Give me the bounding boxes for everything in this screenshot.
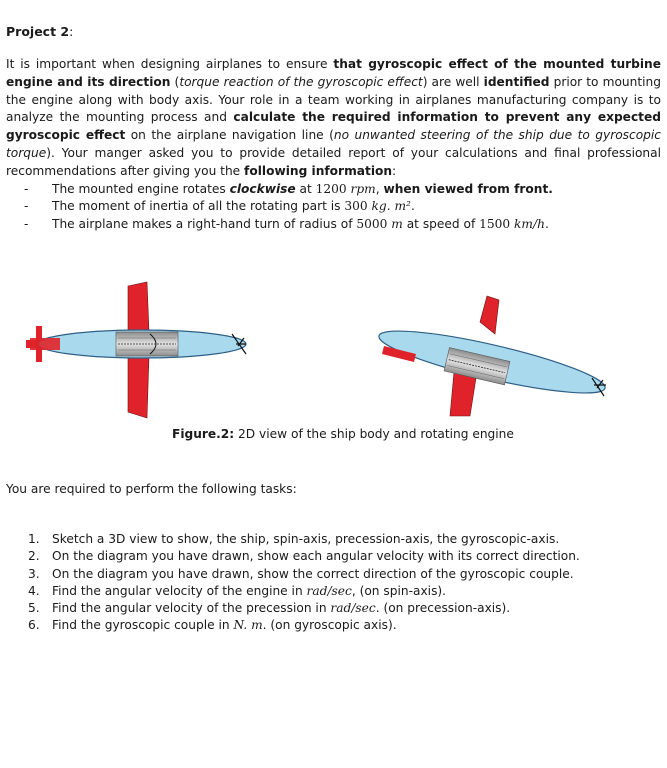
airplane-banked-view bbox=[375, 296, 609, 416]
left-wing-lower bbox=[128, 356, 149, 418]
page-title bbox=[6, 24, 661, 39]
right-wing-upper bbox=[480, 296, 499, 334]
title-colon: : bbox=[69, 24, 74, 39]
given-value: 5000 bbox=[356, 216, 392, 231]
given-value: 1500 bbox=[479, 216, 515, 231]
task-number: 1. bbox=[28, 532, 40, 546]
task-text: . (on gyroscopic axis). bbox=[262, 618, 397, 633]
given-unit: m bbox=[391, 216, 403, 231]
task-text: , (on spin-axis). bbox=[351, 583, 447, 598]
given-text: . bbox=[544, 216, 549, 231]
task-number: 2. bbox=[28, 549, 40, 564]
task-number: 3. bbox=[28, 566, 40, 581]
given-unit: kg. m² bbox=[371, 199, 411, 214]
task-item bbox=[28, 548, 580, 565]
left-tail-fin-front bbox=[30, 338, 60, 350]
given-text: . bbox=[410, 199, 415, 214]
intro-text: It is important when designing airplanes to ensure bbox=[6, 57, 334, 71]
given-item bbox=[24, 198, 661, 216]
given-text: at speed of bbox=[402, 216, 480, 231]
task-item bbox=[28, 600, 580, 617]
caption-text: 2D view of the ship body and rotating engine bbox=[234, 427, 514, 441]
title-text: Project 2 bbox=[6, 24, 70, 39]
intro-italic: torque reaction of the gyroscopic effect bbox=[179, 74, 423, 89]
task-text: Find the angular velocity of the engine in bbox=[52, 583, 307, 598]
given-bold: when viewed from front. bbox=[383, 181, 553, 196]
given-text: , bbox=[375, 181, 384, 196]
task-list bbox=[28, 531, 580, 635]
given-text: at bbox=[295, 181, 316, 196]
task-text: On the diagram you have drawn, show the correct direction of the gyroscopic couple. bbox=[52, 566, 574, 581]
task-text: Sketch a 3D view to show, the ship, spin-axis, precession-axis, the gyroscopic-axis. bbox=[52, 532, 560, 546]
given-value: 1200 bbox=[315, 181, 351, 196]
intro-text: ). Your manger asked you to provide detailed report of your calculations and final professional recommendations after giving you the bbox=[6, 145, 661, 178]
task-text: Find the gyroscopic couple in bbox=[52, 618, 234, 633]
task-number: 4. bbox=[28, 583, 40, 598]
given-unit: km/h bbox=[514, 216, 545, 231]
tasks-intro: You are required to perform the following tasks: bbox=[6, 482, 297, 496]
document bbox=[6, 24, 661, 233]
given-item bbox=[24, 216, 661, 234]
intro-italic: no unwanted steering of the ship due to gyroscopic torque bbox=[6, 128, 661, 160]
intro-bold: that gyroscopic effect of the mounted turbine engine and its direction bbox=[6, 57, 661, 89]
right-wing-lower bbox=[450, 372, 476, 416]
given-text: The moment of inertia of all the rotating part is bbox=[52, 199, 345, 214]
intro-bold: calculate the required information to prevent any expected gyroscopic effect bbox=[6, 110, 661, 143]
intro-paragraph bbox=[6, 56, 661, 181]
given-list bbox=[6, 181, 661, 234]
task-item bbox=[28, 566, 580, 583]
task-item bbox=[28, 531, 580, 548]
given-unit: rpm bbox=[350, 181, 376, 196]
given-emph: clockwise bbox=[229, 181, 296, 196]
given-text: The mounted engine rotates bbox=[52, 181, 230, 196]
task-number: 5. bbox=[28, 601, 40, 616]
task-unit: N. m bbox=[233, 618, 263, 633]
task-number: 6. bbox=[28, 618, 40, 633]
task-text: Find the angular velocity of the precession in bbox=[52, 601, 331, 616]
figure-caption bbox=[172, 427, 514, 441]
intro-text: prior to mounting the engine along with body axis. Your role in a team working in airplanes manufacturing company is to analyze the mounting process and bbox=[6, 74, 661, 125]
airplane-top-view bbox=[26, 282, 246, 418]
task-unit: rad/sec bbox=[306, 583, 352, 598]
task-unit: rad/sec bbox=[330, 601, 376, 616]
airplane-figure bbox=[0, 274, 667, 424]
given-text: The airplane makes a right-hand turn of radius of bbox=[52, 216, 357, 231]
task-text: On the diagram you have drawn, show each angular velocity with its correct direction. bbox=[52, 549, 580, 564]
task-item bbox=[28, 617, 580, 634]
intro-text: ( bbox=[170, 74, 180, 89]
intro-bold: identified bbox=[483, 74, 550, 89]
intro-text: on the airplane navigation line ( bbox=[125, 128, 334, 143]
left-wing-upper bbox=[128, 282, 149, 332]
given-item bbox=[24, 181, 661, 199]
intro-text: ) are well bbox=[422, 74, 484, 89]
task-item bbox=[28, 583, 580, 600]
given-value: 300 bbox=[344, 199, 372, 214]
intro-bold: following information bbox=[244, 163, 393, 178]
caption-label: Figure.2: bbox=[172, 427, 235, 441]
intro-text: : bbox=[392, 163, 397, 178]
task-text: . (on precession-axis). bbox=[375, 601, 511, 616]
